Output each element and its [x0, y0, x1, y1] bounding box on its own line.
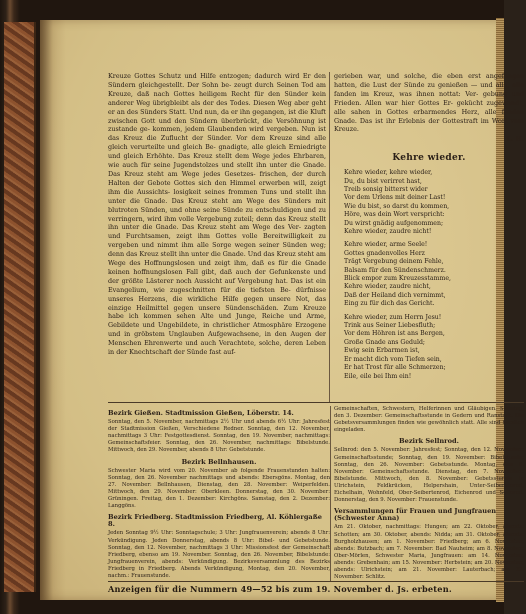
poem-title: Kehre wieder.: [392, 153, 466, 164]
page-content: [72, 28, 524, 594]
sermon-text: Kreuze Gottes Schutz und Hilfe entzogen; dadurch wird Er den Sündern gleichgestellt. Der Sohn be- zeugt durch Seinen Tod am Kreuze, daß nach Gottes heiligem Recht für den Sünder kein anderer Weg übrigbleibt als der des Todes. Diesen Weg aber geht er an des Sünders Statt. Und nun, da er ihn gegangen, ist die Kluft zwischen Gott und den Sündern überbrückt, die Versöhnung ist zustande ge- kommen, jedem Glaubenden wird vergeben. Nun ist das Kreuz die Zuflucht der Sünder. Vor dem Kreuze sind alle gleich verurteilte und gleich Be- gnadigte, alle gleich Erniedrigte und gleich Erhöhte. Das Kreuz stellt dem Wege jedes Ehrbaren, wie auch für seine Jugendstolzes und stellt ihn unter die Gnade. Das Kreuz steht am Wege jedes Gesetzes- frischen, der durch Halten der Gebote Gottes sich den Himmel erwerben will, zeigt ihm die Aussichts- losigkeit seines frommen Tuns und stellt ihn unter die Gnade. Das Kreuz steht am Wege des Sünders mit blutroten Sünden, und ohne seine Sünde zu entschuldigen und zu verringern, wird ihm volle Vergebung zuteil; denn das Kreuz stellt ihn unter die Gnade. Das Kreuz steht am Wege des Ver- zagten und Furchtsamen, zeigt ihm Gottes volle Bereitwilligkeit zu vergeben und nimmt ihm alle Sorge wegen seiner Sünden weg; denn das Kreuz stellt ihn unter die Gnade. Und das Kreuz steht am Wege des Hoffnungslosen und zeigt ihm, daß es für die Gnade keinen hoffnungslosen Fall gibt, daß auch der Gefunkenste und der größte Lästerer noch Aussicht auf Vergebung hat. Das ist ein Evangelium, wie zugeschnitten für die tiefsten Be- dürfnisse unseres Herzens, die wirkliche Hilfe gegen unsere Not, das einzige Heilmittel gegen unsere Sündenschäden. Zum Kreuze habe ich kommen sehen Alte und Junge, Reiche und Arme, Gebildete und Ungebildete, in christlicher Atmosphäre Erzogene und in gröbstem Unglauben Aufgewachsene, in den Augen der Menschen Ehrenwerte und auch Verachtete, solche, deren Leben in der Knechtschaft der Sünde fast auf-: [108, 72, 326, 357]
poem-line: Kehre wieder, zum Herrn Jesu!: [344, 313, 442, 321]
announcement-block: [334, 508, 524, 581]
page-fold-shadow: [40, 20, 66, 600]
announcement-heading: Bezirk Friedberg. Stadtmission Friedberg, Al. Köhlergaße 8.: [108, 513, 322, 529]
announcement-block: [108, 459, 330, 511]
announcement-heading: Bezirk Bellnhausen.: [181, 457, 257, 466]
poem-stanza: [344, 241, 524, 308]
poem-line: Vor dem Urlens mit deiner Last!: [344, 194, 446, 202]
poem-line: Gottes gnadenvolles Herz: [344, 249, 425, 257]
poem-stanza: [344, 169, 524, 236]
announcement-block: [334, 438, 524, 504]
announcement-text: Sellnrod: den 5. November: Jahresfest; Sonntag, den 12. November: Gemeinschaftsstunde; Sonntag, den 19. November: Bibelstunde; Sonntag, den 26. November: Gebetsstunde. Montag, den 6. November: Gemeinschaftsstunde. Dienstag, den 7. November: Bibelstunde. Mittwoch, den 8. November: Gebetsstunde in Ulrichstein, Feldkrücken, Helpershain, Unter-Seibertenrod, Eichelhain, Wohnfeld, Ober-Seibertenrod, Eichenrod und Sellnrod. Donnerstag, den 9. November: Frauenstunde.: [334, 447, 524, 504]
announcement-text: Am 21. Oktober, nachmittags: Hungen; am 22. Oktober, abends: Schotten; am 30. Oktober, abends: Nidda; am 31. Oktober, abends: Burgholzhausen; am 1. November: Friedberg; am 6. November, abends: Butzbach; am 7. November: Bad Nauheim; am 8. November: Ober-Mörlen, Schwester Maria, Jungfrauen: am 14. November, abends: Grebenhain; am 15. November: Herbstein; am 20. November, abends: Ulrichstein; am 21. November: Lauterbach; am 22. November: Schlitz.: [334, 524, 524, 581]
poem-line: Du, du bist verirret hast,: [344, 177, 422, 185]
poem-line: Trink aus Seiner Liebesfluth;: [344, 322, 436, 330]
section-rule: [108, 402, 524, 403]
marbled-cover: [4, 22, 36, 592]
announcements-right: [334, 406, 524, 581]
left-column: [108, 72, 326, 357]
footer-rule: [108, 581, 524, 582]
sermon-text-continued: gerieben war, und solche, die eben erst angefangen hatten, die Lust der Sünde zu genießen — und alle, alle fanden im Kreuz, was ihnen nottat: Ver- gebung und Frieden. Allen war hier Gottes Er- gekücht zugewandt, alle sahen in Gottes erbarmendes Herz, alle fanden Gnade. Das ist ihr Erlebnis der Gottestraft im Wort vom Kreuze.: [334, 72, 524, 134]
poem-line: Kehre wieder, zaudre nicht!: [344, 228, 432, 235]
announcement-block: [108, 514, 330, 580]
announcement-heading: Bezirk Sellnrod.: [399, 437, 459, 446]
announcement-block: [334, 406, 524, 434]
poem-line: Du wirst gnädig aufgenommen;: [344, 219, 444, 227]
poem-line: Kehre wieder, arme Seele!: [344, 241, 428, 249]
column-divider: [329, 72, 330, 402]
poem-line: Trägt Vergebung deinem Fehle,: [344, 258, 444, 266]
poem-stanza: [344, 314, 524, 381]
announcement-text: Gemeinschaften, Schwestern, Helferinnen und Gläubigen. Sonntag, den 3. Dezember: Gemeinschaftsstunde in Gedern und Ranstadt. Die Gebetsversammlungen finden wie gewöhnlich statt. Alle sind herzlich eingeladen.: [334, 406, 524, 434]
poem-line: Vor dem Höhren ist ans Bergen,: [344, 330, 445, 338]
poem-line: Treib sonsig bitterst wider: [344, 185, 428, 193]
poem-line: Kehre wieder, kehre wieder,: [344, 169, 433, 177]
announcement-text: Schwester Maria wird vom 20. November ab folgende Frauenstunden halten: Sonntag, den 26. November nachmittags und abends: Ebersgöns. Montag, den 27. November: Bellnhausen, Dienstag, den 28. November: Weiperfelden. Mittwoch, den 29. November: Oberkleen. Donnerstag, den 30. November: Grüningen. Freitag, den 1. Dezember: Kirchgöns. Samstag, den 2. Dezember: Langgöns.: [108, 467, 330, 510]
poem-line: Eile, eile bei Ihm ein!: [344, 372, 412, 380]
poem-line: Daß der Heiland dich vernimmt,: [344, 291, 446, 299]
bottom-column-divider: [330, 406, 331, 581]
announcements-left: [108, 406, 330, 580]
poem-line: Wie du bist, so darst du kommen,: [344, 202, 450, 210]
poem-line: Höre, was dein Wort verspricht:: [344, 211, 445, 219]
poem-line: Kehre wieder, zaudre nicht,: [344, 283, 431, 291]
poem-line: Große Gnade ans Geduld;: [344, 338, 425, 346]
poem-line: Er macht dich vom Tiefen sein,: [344, 355, 442, 363]
announcement-text: Jeden Sonntag 9½ Uhr: Sonntagschule; 3 Uhr: Jungfrauenverein; abends 8 Uhr: Verkündigung. Jeden Donnerstag, abends 8 Uhr: Bibel- und Gebetstunde. Sonntag, den 12. November, nachmittags 3 Uhr: Missionsfest der Gemeinschaft Friedberg, ebenso am 19. November. Sonntag, den 26. November, Bibelstunde: Jungfrauenverein, abends: Verkündigung. Bezirksversammlung des Bezirks Friedberg in Friedberg. Abends Verkündigung, Montag, den 20. November, nachm.: Frauenstunde.: [108, 530, 330, 579]
announcement-heading: Bezirk Gießen. Stadtmission Gießen, Löberstr. 14.: [108, 409, 294, 417]
announcement-text: Sonntag, den 5. November, nachmittags 2½ Uhr und abends 6½ Uhr: Jahresfest der Stadtmission Gießen, Verschiedene Redner. Sonntag, den 12. November, nachmittags 3 Uhr: Festgottesdienst. Sonntag, den 19. November, nachmittags: Gemeinschaftsfeier. Sonntag, den 26. November, nachmittags: Bibelstunde. Mittwoch, den 29. November, abends 8 Uhr: Gebetstunde.: [108, 419, 330, 454]
poem-line: Ewig sein Erbarmen ist,: [344, 347, 420, 355]
poem-line: Blick empor zum Kreuzesstamme,: [344, 275, 451, 283]
poem-line: Eing zu für dich das Gericht.: [344, 300, 435, 308]
announcement-heading: Versammlungen für Frauen und Jungfrauen (Schwester Anna): [334, 507, 497, 523]
signature: L. H.: [506, 135, 524, 144]
announcement-block: [108, 410, 330, 455]
poem-line: Er hat Trost für alle Schmerzen;: [344, 364, 446, 372]
footer-notice: Anzeigen für die Nummern 49—52 bis zum 19. November d. Js. erbeten.: [108, 584, 452, 594]
poem-line: Balsam für den Sündenschmerz.: [344, 266, 446, 274]
right-column: [334, 72, 524, 386]
